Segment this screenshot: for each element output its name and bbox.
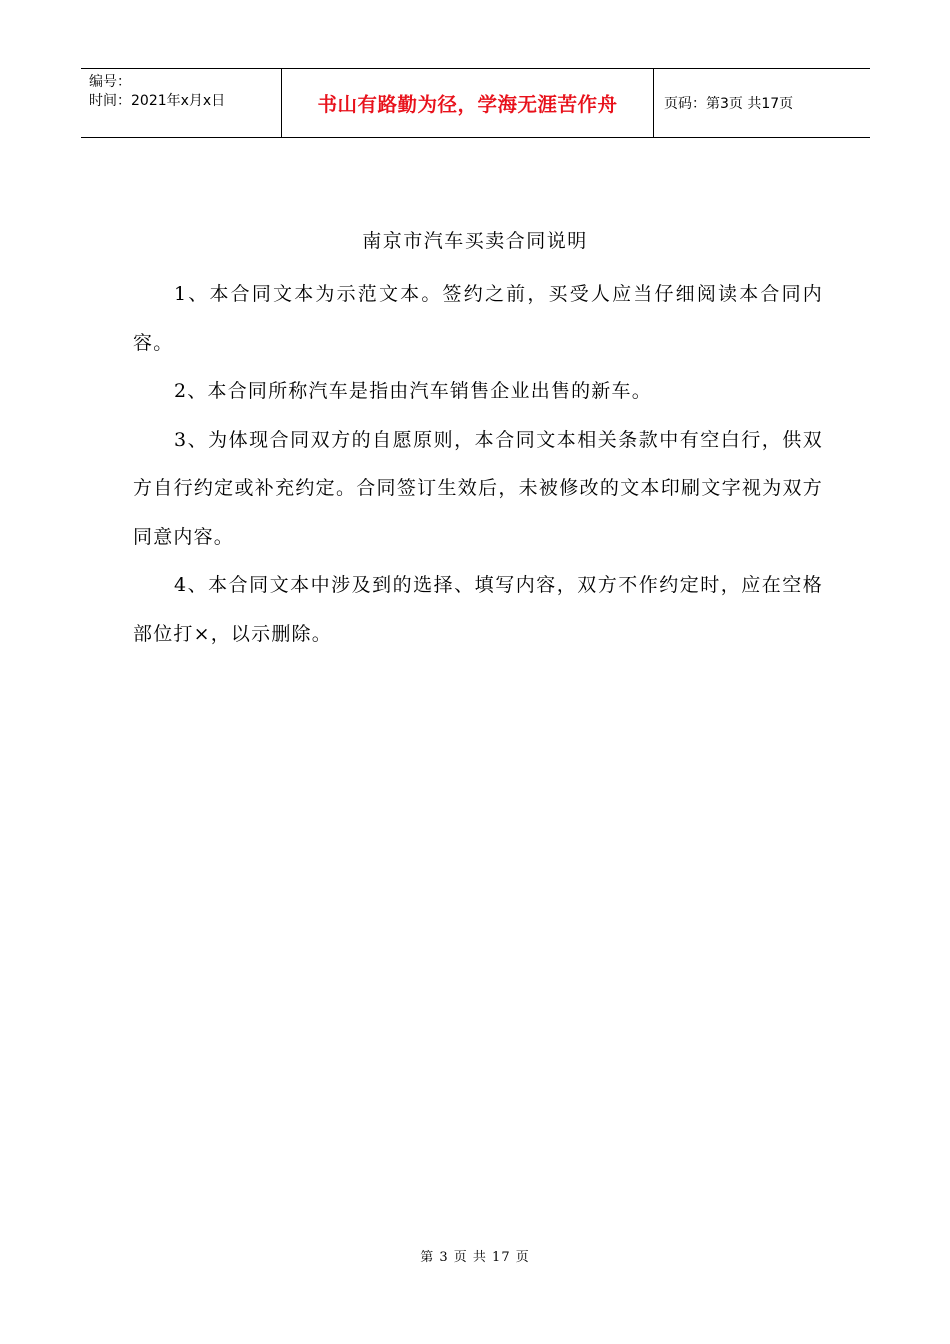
- page-info: 页码：第3页 共17页: [664, 96, 794, 112]
- paragraph-2: 2、本合同所称汽车是指由汽车销售企业出售的新车。: [174, 380, 652, 402]
- header-page-cell: [654, 69, 870, 137]
- paragraph-3: 3、为体现合同双方的自愿原则，本合同文本相关条款中有空白行，供双方自行约定或补充约定。合同签订生效后，未被修改的文本印刷文字视为双方同意内容。: [133, 428, 823, 548]
- document-title: 南京市汽车买卖合同说明: [362, 230, 588, 252]
- header-meta-cell: [81, 69, 281, 137]
- time-label: 时间：2021年x月x日: [89, 93, 226, 109]
- paragraph-4: 4、本合同文本中涉及到的选择、填写内容，双方不作约定时，应在空格部位打×，以示删除。: [133, 574, 823, 645]
- page-footer: 第 3 页 共 17 页: [420, 1250, 530, 1265]
- motto-text: 书山有路勤为径，学海无涯苦作舟: [317, 93, 618, 116]
- number-label: 编号：: [89, 74, 131, 90]
- paragraph-1: 1、本合同文本为示范文本。签约之前，买受人应当仔细阅读本合同内容。: [133, 283, 823, 354]
- header-table: [81, 68, 870, 138]
- header-motto-cell: [281, 69, 654, 137]
- document-body: [133, 270, 823, 658]
